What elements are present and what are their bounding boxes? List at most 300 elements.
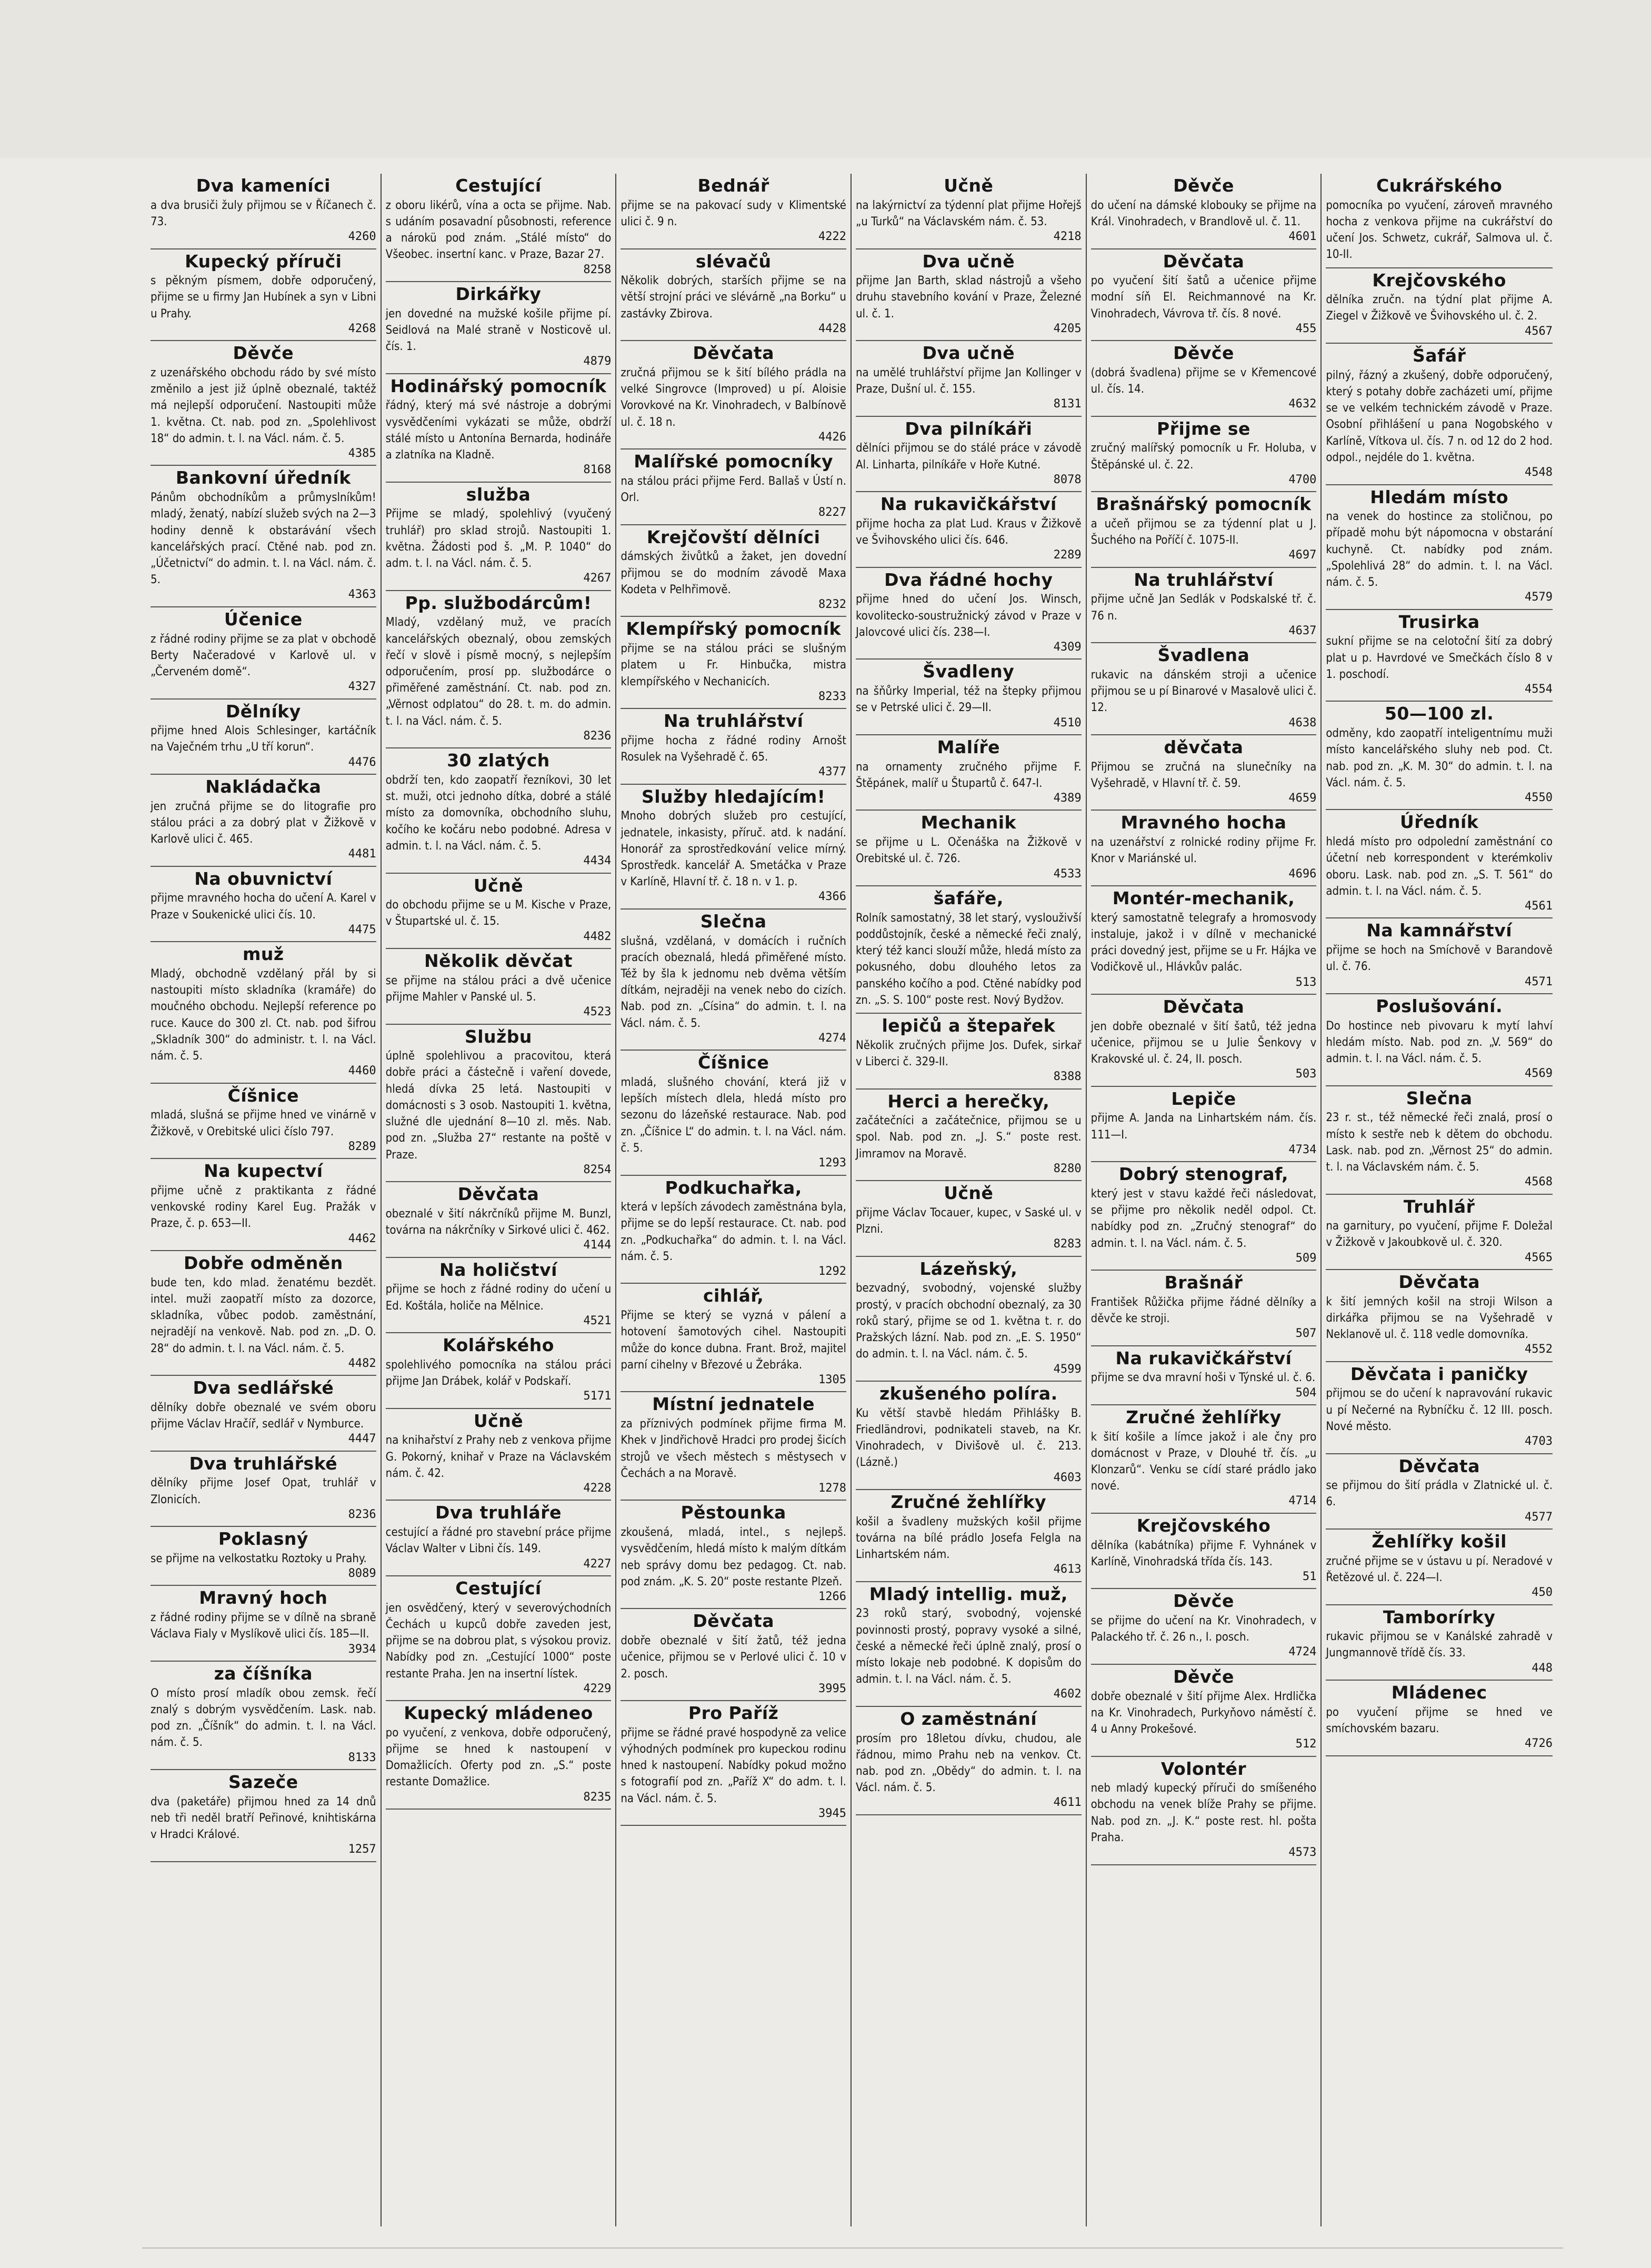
ad-heading: Kupecký mládeneo (404, 1703, 593, 1724)
ad-code: 4228 (583, 1482, 612, 1495)
classified-ad (386, 748, 612, 873)
classified-ad (621, 1176, 846, 1284)
ad-heading: Na rukavičkářství (880, 494, 1057, 515)
ad-code: 8133 (348, 1751, 376, 1764)
ad-heading: Dva pilníkáři (905, 418, 1033, 439)
ad-heading: O zaměstnání (900, 1708, 1037, 1729)
ad-text: slušná, vzdělaná, v domácích i ručních pracích obeznalá, hledá přiměřené místo. Též by šla k jednomu neb dvěma větším dítkám, nejraději na venek nebo do cizích. Nab. pod zn. „Císina“ do admin. t. l. na Václ. nám. č. 5. (621, 934, 846, 1030)
ad-text: přijme mravného hocha do učení A. Karel v Praze v Soukenické ulici čís. 10. (151, 892, 376, 922)
ad-code: 4571 (1525, 975, 1553, 988)
classified-ad (621, 525, 846, 617)
ad-heading: Učně (473, 875, 524, 896)
ad-column (146, 174, 382, 2226)
ad-text: dělníka zručn. na týdní plat přijme A. Ziegel v Žižkově ve Švihovského ul. č. 2. (1326, 293, 1553, 323)
ad-code: 4309 (1053, 641, 1082, 654)
ad-text: na garnitury, po vyučení, přijme F. Doležal v Žižkově v Jakoubkově ul. č. 320. (1326, 1220, 1553, 1250)
ad-text: O místo prosí mladík obou zemsk. řečí znalý s dobrým vysvědčením. Lask. nab. pod zn. „Číšník“ do admin. t. l. na Václ. nám. č. 5. (151, 1686, 376, 1750)
ad-text: dělníci přijmou se do stálé práce v závodě Al. Linharta, pilníkáře v Hoře Kutné. (855, 442, 1082, 472)
ad-code: 4550 (1525, 791, 1553, 805)
ad-heading: Trusirka (1398, 611, 1480, 632)
classified-ad (856, 492, 1082, 568)
classified-ad (856, 660, 1082, 735)
ad-text: Rolník samostatný, 38 let starý, vyslouživší poddůstojník, české a německé řeči znalý, který též kanci slouží může, hledá místo za pokusného, dobu dlouhého letos za panského kočího a pod. Ctěné nabídky pod zn. „S. S. 100“ poste rest. Nový Bydžov. (855, 911, 1082, 1007)
ad-text: za příznivých podmínek přijme firma M. Khek v Jindřichově Hradci pro prodej šicích strojů ve všech městech s městysech v Čechách a na Moravě. (621, 1417, 846, 1480)
ad-text: na umělé truhlářství přijme Jan Kollinger v Praze, Dušní ul. č. 155. (855, 366, 1082, 396)
classified-ad (386, 1025, 612, 1183)
ad-text: k šití košile a límce jakož i ale čny pro domácnost v Praze, v Dlouhé tř. čís. „u Klonzarů“. Venku se cídí staré prádlo jako nové. (1090, 1430, 1317, 1493)
ad-heading: Brašnářský pomocník (1096, 494, 1312, 515)
classified-ad (386, 1333, 612, 1409)
classified-ad (1326, 174, 1553, 268)
classified-ad (1091, 886, 1317, 995)
ad-code: 4637 (1288, 624, 1317, 637)
ad-text: odměny, kdo zaopatří inteligentnímu muži místo kancelářského sluhy neb pod. Ct. nab. pod zn. „K. M. 30“ do admin. t. l. na Václ. nám. č. 5. (1326, 727, 1553, 790)
ad-heading: Dělníky (225, 701, 301, 722)
ad-column (852, 174, 1087, 2226)
ad-code: 4510 (1053, 716, 1082, 730)
classified-ad (151, 1662, 376, 1770)
classified-ad (856, 1490, 1082, 1582)
ad-heading: Služby hledajícím! (641, 786, 826, 807)
classified-ad (1091, 1346, 1317, 1405)
classified-ad (1091, 1405, 1317, 1514)
classified-ad (151, 249, 376, 342)
classified-ad (856, 1382, 1082, 1490)
classified-ad (856, 1014, 1082, 1090)
ad-text: Do hostince neb pivovaru k mytí lahví hledám místo. Nab. pod zn. „V. 569“ do admin. t. l. na Václ. nám. č. 5. (1326, 1019, 1553, 1065)
ad-heading: Na truhlářství (663, 711, 804, 732)
ad-code: 4613 (1053, 1563, 1082, 1576)
ad-code: 2289 (1053, 548, 1082, 562)
ad-text: do obchodu přijme se u M. Kische v Praze, v Štupartské ul. č. 15. (385, 898, 612, 928)
classified-ad (1326, 1362, 1553, 1454)
ad-code: 8232 (818, 598, 846, 612)
ad-heading: Učně (944, 1183, 994, 1204)
ad-text: mladá, slušná se přijme hned ve vinárně v Žižkově, v Orebitské ulici číslo 797. (151, 1108, 376, 1138)
ad-heading: Děvče (1173, 175, 1234, 196)
ad-heading: Dva kameníci (196, 175, 331, 196)
classified-ad (621, 1051, 846, 1175)
ad-text: a učeň přijmou se za týdenní plat u J. Šuchého na Poříčí č. 1075-II. (1090, 517, 1317, 547)
classified-ad (1091, 417, 1317, 493)
classified-ad (1091, 995, 1317, 1087)
ad-heading: Dva truhláře (435, 1502, 562, 1523)
ad-text: z oboru likérů, vína a octa se přijme. Nab. s udáním posavadní působnosti, reference a nárokü pod znám. „Stálé místo“ do Všeobec. insertní kanc. v Praze, Bazar 27. (385, 198, 612, 262)
ad-code: 4274 (818, 1031, 846, 1045)
ad-code: 1293 (818, 1156, 846, 1170)
classified-ad (386, 1501, 612, 1576)
ad-text: která v lepších závodech zaměstnána byla, přijme se do lepší restaurace. Ct. nab. pod zn. „Podkuchařka“ do admin. t. l. na Václ. nám. č. 5. (621, 1201, 846, 1263)
classified-ad (1326, 1681, 1553, 1756)
ad-text: přijme se řádné pravé hospodyně za velice výhodných podmínek pro kupeckou rodinu hned k nastoupení. Nabídky pokud možno s fotografií pod zn. „Paříž X“ do adm. t. l. na Václ. nám. č. 5. (621, 1726, 846, 1805)
ad-code: 4569 (1525, 1067, 1553, 1081)
ad-code: 4533 (1053, 867, 1082, 881)
ad-heading: Na rukavičkářství (1115, 1347, 1292, 1368)
ad-text: přijme Václav Tocauer, kupec, v Saské ul. v Plzni. (855, 1206, 1082, 1236)
classified-ad (1326, 810, 1553, 918)
classified-ad (621, 709, 846, 785)
ad-heading: Tamborírky (1383, 1606, 1496, 1627)
ad-text: jen osvědčený, který v severovýchodních Čechách u kupců dobře zaveden jest, přijme se na dobrou plat, s výsokou proviz. Nabídky pod zn. „Cestující 1000“ poste restante Praha. Jen na insertní lístek. (385, 1601, 612, 1681)
ad-code: 4734 (1288, 1143, 1317, 1156)
ad-text: Několik dobrých, starších přijme se na větší strojní práci ve slévárně „na Borku“ u zastávky Zbirova. (621, 274, 846, 321)
classified-ad (386, 591, 612, 749)
ad-code: 4366 (818, 890, 846, 904)
classified-ad (856, 735, 1082, 811)
classified-ad (621, 1284, 846, 1392)
ad-code: 4879 (583, 355, 612, 368)
ad-heading: Děvčata (1398, 1272, 1480, 1293)
ad-text: přijme hocha za plat Lud. Kraus v Žižkově ve Švihovského ulici čís. 646. (855, 517, 1082, 547)
ad-code: 4659 (1288, 792, 1317, 805)
ad-text: z řádné rodiny přijme se v dílně na sbraně Václava Fialy v Myslíkově ulici čís. 185—II. (151, 1611, 376, 1641)
ad-heading: Přijme se (1157, 418, 1250, 439)
ad-code: 4389 (1053, 792, 1082, 805)
ad-code: 4726 (1525, 1737, 1553, 1751)
ad-text: na stálou práci přijme Ferd. Ballaš v Ústí n. Orl. (621, 474, 846, 505)
ad-heading: Zručné žehlířky (890, 1491, 1047, 1512)
ad-text: spolehlivého pomocníka na stálou práci přijme Jan Drábek, kolář v Podskaří. (385, 1358, 612, 1388)
ad-heading: Děvčata (457, 1184, 539, 1205)
classified-ad (1326, 918, 1553, 994)
ad-text: po vyučení přijme se hned ve smíchovském bazaru. (1326, 1705, 1553, 1735)
ad-code: 8280 (1053, 1162, 1082, 1175)
ad-text: který jest v stavu každé řeči následovat, se přijme pro několik neděl odpol. Ct. nabídky pod zn. „Zručný stenograf“ do admin. t. l. na Václ. nám. č. 5. (1090, 1187, 1317, 1250)
ad-heading: Poslušování. (1376, 995, 1503, 1016)
ad-heading: Švadlena (1157, 645, 1250, 666)
ad-heading: Učně (473, 1410, 524, 1431)
ad-code: 8168 (583, 463, 612, 477)
classified-ad (1326, 485, 1553, 610)
ad-text: řádný, který má své nástroje a dobrými vysvědčeními vykázati se může, obdrží stálé místo u Antonína Bernarda, hodináře a zlatníka na Kladně. (385, 399, 612, 462)
ad-heading: Podkuchařka, (665, 1177, 802, 1198)
ad-text: se přijme do učení na Kr. Vinohradech, v Palackého tř. č. 26 n., I. posch. (1090, 1614, 1317, 1644)
ad-heading: 30 zlatých (447, 750, 550, 771)
ad-code: 4260 (348, 230, 376, 244)
ad-heading: Dobře odměněn (183, 1253, 343, 1274)
ad-text: přijme hned do učení Jos. Winsch, kovolitecko-soustružnický závod v Praze v Jalovcové ulici čís. 238—I. (855, 593, 1082, 639)
ad-text: na ornamenty zručného přijme F. Štěpánek, malíř u Štupartů č. 647-I. (855, 760, 1082, 790)
classified-ad (856, 1181, 1082, 1257)
ad-text: neb mladý kupecký příruči do smíšeného obchodu na venek blíže Prahy se přijme. Nab. pod zn. „J. K.“ poste rest. hl. pošta Praha. (1090, 1782, 1317, 1844)
ad-text: František Růžička přijme řádné dělníky a děvče ke stroji. (1090, 1295, 1317, 1326)
classified-ad (621, 1392, 846, 1501)
classified-ad (1326, 1530, 1553, 1605)
classified-ad (151, 1452, 376, 1527)
ad-heading: Malíře (937, 736, 1000, 757)
classified-ad (621, 1701, 846, 1826)
ad-text: zručný malířský pomocník u Fr. Holuba, v Štěpánské ul. č. 22. (1090, 442, 1317, 472)
ad-column (1087, 174, 1322, 2226)
classified-ad (621, 910, 846, 1051)
classified-ad (386, 282, 612, 374)
ad-heading: Slečna (700, 911, 767, 932)
ad-text: Mladý, obchodně vzdělaný přál by si nastoupiti místo skladníka (kramáře) do moučného obchodu. Nejlepší reference po ruce. Kauce do 300 zl. Ct. nab. pod šifrou „Skladník 300“ do administr. t. l. na Václ. nám. č. 5. (151, 967, 376, 1063)
ad-text: přijme A. Janda na Linhartském nám. čís. 111—I. (1090, 1112, 1317, 1142)
ad-code: 4568 (1525, 1175, 1553, 1189)
ad-text: na šňůrky Imperial, též na štepky přijmou se v Petrské ulici č. 29—II. (855, 685, 1082, 715)
classified-ad (621, 1609, 846, 1701)
ad-code: 1292 (818, 1265, 846, 1278)
ad-code: 4602 (1053, 1687, 1082, 1701)
ad-text: na lakýrnictví za týdenní plat přijme Hořejš „u Turků“ na Václavském nám. č. 53. (855, 198, 1082, 228)
ad-text: přijme učně z praktikanta z řádné venkovské rodiny Karel Eug. Pražák v Praze, č. p. 653—II. (151, 1184, 376, 1231)
classified-ad (151, 341, 376, 466)
ad-text: zručná přijmou se k šití bílého prádla na velké Singrovce (Improved) u pí. Aloisie Vorovkové na Kr. Vinohradech, v Balbínově ul. č. 18 n. (621, 366, 846, 429)
ad-code: 4724 (1288, 1645, 1317, 1659)
classified-ad (1091, 735, 1317, 811)
classified-ad (856, 174, 1082, 249)
ad-heading: Mládenec (1391, 1682, 1487, 1703)
ad-code: 3995 (818, 1682, 846, 1695)
classified-ads-page (146, 174, 1557, 2226)
ad-text: úplně spolehlivou a pracovitou, která dobře práci a částečně i vaření dovede, hledá dívka 25 letá. Nastoupiti v domácnosti s 3 osob. Nastoupiti 1. května, služné dle ujednání 8—10 zl. měs. Nab. pod zn. „Služba 27“ restante na poště v Praze. (385, 1050, 612, 1162)
ad-text: po vyučení, z venkova, dobře odporučený, přijme se hned k nastoupení v Domažlicích. Oferty pod zn. „S.“ poste restante Domažlice. (385, 1726, 612, 1789)
ad-code: 4521 (583, 1314, 612, 1327)
ad-heading: Děvčata (1398, 1455, 1480, 1476)
ad-code: 4700 (1288, 473, 1317, 486)
ad-code: 4218 (1053, 230, 1082, 244)
ad-text: přijme se dva mravní hoši v Týnské ul. č. 6. (1090, 1371, 1316, 1385)
ad-column (1322, 174, 1557, 2226)
ad-text: se přijme na velkostatku Roztoky u Prahy. (151, 1552, 367, 1565)
classified-ad (856, 811, 1082, 886)
ad-code: 4554 (1525, 683, 1553, 696)
ad-text: přijme se hoch z řádné rodiny do učení u Ed. Koštála, holiče na Mělnice. (385, 1283, 612, 1313)
classified-ad (151, 1586, 376, 1662)
ad-code: 448 (1532, 1661, 1553, 1675)
ad-heading: Děvčata (693, 1611, 774, 1632)
ad-heading: Děvče (233, 343, 294, 364)
ad-heading: Děvče (1173, 343, 1234, 364)
classified-ad (621, 785, 846, 910)
ad-heading: 50—100 zl. (1384, 703, 1494, 724)
ad-code: 4632 (1288, 397, 1317, 411)
classified-ad (856, 886, 1082, 1014)
ad-text: 23 r. st., též německé řeči znalá, prosí o místo k sestře neb k dětem do obchodu. Lask. nab. pod zn. „Věrnost 25“ do admin. t. l. na Václavském nám. č. 5. (1326, 1111, 1553, 1174)
ad-code: 3945 (818, 1806, 846, 1820)
classified-ad (856, 1090, 1082, 1182)
ad-text: cestující a řádné pro stavební práce přijme Václav Walter v Libni čís. 149. (385, 1526, 612, 1556)
classified-ad (1091, 1665, 1317, 1757)
ad-code: 4475 (348, 923, 376, 936)
ad-code: 4638 (1288, 716, 1317, 730)
ad-code: 8078 (1053, 473, 1082, 486)
ad-heading: Učně (944, 175, 994, 196)
ad-code: 4428 (818, 322, 846, 335)
ad-code: 4579 (1525, 591, 1553, 604)
ad-code: 509 (1295, 1251, 1317, 1265)
ad-heading: Lázeňský, (919, 1258, 1018, 1279)
ad-heading: Dva učně (922, 343, 1015, 364)
ad-heading: Kolářského (443, 1335, 554, 1356)
ad-code: 4697 (1288, 548, 1317, 562)
classified-ad (1326, 1195, 1553, 1271)
classified-ad (856, 417, 1082, 493)
ad-heading: Bednář (697, 175, 769, 196)
classified-ad (856, 341, 1082, 417)
ad-code: 4573 (1288, 1846, 1317, 1860)
classified-ad (151, 775, 376, 867)
ad-code: 504 (1295, 1386, 1317, 1400)
classified-ad (621, 617, 846, 709)
ad-code: 1305 (818, 1373, 846, 1387)
ad-code: 4144 (583, 1238, 612, 1252)
ad-heading: Brašnář (1164, 1272, 1243, 1293)
ad-heading: Děvčata (693, 343, 774, 364)
ad-heading: Děvče (1173, 1591, 1234, 1612)
ad-code: 4552 (1525, 1343, 1553, 1356)
ad-code: 4377 (818, 765, 846, 779)
classified-ad (151, 1376, 376, 1452)
ad-code: 8254 (583, 1163, 612, 1176)
ad-code: 8233 (818, 690, 846, 703)
ad-heading: muž (243, 944, 284, 965)
classified-ad (621, 249, 846, 342)
classified-ad (1091, 1271, 1317, 1346)
ad-heading: Nakládačka (205, 776, 322, 797)
ad-heading: děvčata (1164, 736, 1244, 757)
ad-heading: šafáře, (933, 887, 1004, 908)
classified-ad (621, 341, 846, 449)
ad-heading: lepičů a štepařek (882, 1015, 1056, 1036)
ad-code: 8236 (583, 729, 612, 743)
ad-heading: slévačů (695, 251, 772, 272)
classified-ad (621, 1501, 846, 1609)
classified-ad (1091, 249, 1317, 342)
ad-code: 4611 (1053, 1796, 1082, 1810)
ad-heading: Děvčata (1163, 996, 1245, 1017)
classified-ad (1326, 1086, 1553, 1195)
classified-ad (151, 1159, 376, 1251)
ad-heading: Slečna (1406, 1087, 1473, 1108)
ad-code: 4603 (1053, 1471, 1082, 1484)
classified-ad (856, 1582, 1082, 1707)
ad-code: 3934 (348, 1642, 376, 1656)
classified-ad (1326, 1605, 1553, 1681)
ad-text: Přijme se mladý, spolehlivý (vyučený truhlář) pro sklad strojů. Nastoupiti 1. května. Žádosti pod š. „M. P. 1040“ do adm. t. l. na Václ. nám. č. 5. (385, 507, 612, 571)
ad-heading: Malířské pomocníky (634, 451, 834, 472)
ad-heading: Dva řádné hochy (884, 569, 1053, 590)
classified-ad (386, 1182, 612, 1258)
ad-text: zručné přijme se v ústavu u pí. Neradové v Řetězové ul. č. 224—I. (1326, 1554, 1553, 1584)
ad-code: 1266 (818, 1590, 846, 1603)
ad-heading: Mravný hoch (199, 1587, 328, 1608)
ad-code: 4205 (1053, 322, 1082, 335)
ad-heading: Sazeče (228, 1771, 298, 1792)
classified-ad (386, 1576, 612, 1701)
ad-text: sukní přijme se na celotoční šití za dobrý plat u p. Havrdové ve Smečkách číslo 8 v 1. poschodí. (1326, 635, 1553, 681)
classified-ad (386, 1258, 612, 1334)
ad-code: 8089 (348, 1567, 376, 1581)
ad-code: 4267 (583, 572, 612, 585)
ad-code: 8131 (1053, 397, 1082, 411)
ad-text: přijmou se do učení k napravování rukavic u pí Nečerné na Rybníčku č. 12 III. posch. Nové město. (1326, 1387, 1553, 1433)
ad-text: pomocníka po vyučení, zároveň mravného hocha z venkova přijme na cukrářství do učení Jos. Schwetz, cukrář, Salmova ul. č. 10-II. (1326, 198, 1553, 262)
ad-code: 8289 (348, 1140, 376, 1153)
ad-text: dobře obeznalé v šití přijme Alex. Hrdlička na Kr. Vinohradech, Purkyňovo náměstí č. 4 u Anny Prokešové. (1090, 1690, 1317, 1736)
ad-heading: Dobrý stenograf, (1118, 1164, 1289, 1185)
ad-text: na venek do hostince za stoličnou, po případě mohu být nápomocna v obstarání kuchyně. Ct. nabídky pod znám. „Spolehlivá 28“ do admin. t. l. na Václ. nám. č. 5. (1326, 510, 1553, 590)
ad-heading: Poklasný (218, 1528, 308, 1550)
classified-ad (151, 1770, 376, 1862)
ad-heading: Děvčata i paničky (1350, 1363, 1528, 1384)
ad-text: který samostatně telegrafy a hromosvody instaluje, jakož i v dílně v mechanické práci dovedný jest, přijme se u Fr. Hájka ve Vodičkově ul., Hlávkův palác. (1090, 911, 1317, 974)
ad-text: přijme Jan Barth, sklad nástrojů a všeho druhu stavebního kování v Praze, Železné ul. č. 1. (855, 274, 1082, 321)
ad-text: dělníky dobře obeznalé ve svém oboru přijme Václav Hračíř, sedlář v Nymburce. (151, 1401, 376, 1431)
ad-heading: Na kupectví (204, 1161, 323, 1182)
ad-text: Přijme se který se vyzná v pálení a hotovení šamotových cihel. Nastoupiti může do konce dubna. Frant. Brož, majitel parní cihelny v Březové u Žebráka. (621, 1309, 846, 1372)
ad-heading: Několik děvčat (424, 951, 573, 972)
classified-ad (1091, 568, 1317, 644)
ad-code: 512 (1295, 1737, 1317, 1751)
ad-code: 4229 (583, 1682, 612, 1695)
ad-code: 8236 (348, 1507, 376, 1521)
ad-text: s pěkným písmem, dobře odporučený, přijme se u firmy Jan Hubínek a syn v Libni u Prahy. (151, 274, 376, 321)
ad-heading: Montér-mechanik, (1112, 887, 1295, 908)
ad-code: 450 (1532, 1586, 1553, 1600)
ad-text: Mnoho dobrých služeb pro cestující, jednatele, inkasisty, příruč. atd. k nadání. Honorář za sprostředkování velice mírný. Sprostředk. kancelář A. Smetáčka v Praze v Karlíně, Hlavní tř. č. 18 n. v 1. p. (621, 810, 846, 889)
classified-ad (151, 1527, 376, 1586)
ad-text: z uzenářského obchodu rádo by své místo změnilo a jest již úplně obeznalé, taktéž má nejlepší odporučení. Nastoupiti může 1. května. Ct. nab. pod zn. „Spolehlivost 18“ do admin. t. l. na Václ. nám. č. 5. (151, 366, 376, 445)
ad-text: bezvadný, svobodný, vojenské služby prostý, v pracích obchodní obeznalý, za 30 roků starý, přijme se od 1. května t. r. do Pražských lázní. Nab. pod zn. „E. S. 1950“ do admin. t. l. na Václ. nám. č. 5. (855, 1282, 1082, 1361)
classified-ad (1326, 344, 1553, 485)
ad-heading: Cestující (455, 1577, 542, 1598)
ad-text: k šití jemných košil na stroji Wilson a dirkářka přijmou se na Vyšehradě v Neklanově ul. č. 118 vedle domovníka. (1326, 1295, 1553, 1342)
ad-heading: Mravného hocha (1120, 812, 1287, 833)
ad-column (616, 174, 852, 2226)
ad-heading: Dva sedlářské (193, 1377, 334, 1398)
ad-text: Přijmou se zručná na slunečníky na Vyšehradě, v Hlavní tř. č. 59. (1090, 760, 1317, 790)
ad-code: 4476 (348, 755, 376, 769)
ad-heading: Zručné žehlířky (1126, 1406, 1282, 1427)
classified-ad (856, 249, 1082, 342)
ad-code: 4577 (1525, 1510, 1553, 1524)
classified-ad (151, 1084, 376, 1160)
classified-ad (386, 949, 612, 1025)
ad-code: 8235 (583, 1790, 612, 1804)
classified-ad (1326, 1454, 1553, 1530)
ad-heading: Mechanik (920, 812, 1016, 833)
ad-heading: cihlář, (703, 1285, 764, 1306)
classified-ad (1326, 268, 1553, 344)
ad-code: 4601 (1288, 230, 1317, 244)
ad-code: 513 (1295, 975, 1317, 989)
classified-ad (151, 174, 376, 249)
classified-ad (1091, 1757, 1317, 1865)
ad-heading: Úředník (1399, 812, 1479, 833)
ad-heading: Dirkářky (455, 283, 542, 304)
classified-ad (1326, 1270, 1553, 1362)
classified-ad (151, 466, 376, 607)
ad-heading: Kupecký příruči (185, 251, 342, 272)
classified-ad (151, 607, 376, 700)
classified-ad (386, 1409, 612, 1501)
ad-text: přijme hocha z řádné rodiny Arnošt Rosulek na Vyšehradě č. 65. (621, 734, 846, 764)
classified-ad (856, 1707, 1082, 1815)
ad-code: 4714 (1288, 1494, 1317, 1508)
ad-code: 4567 (1525, 324, 1553, 338)
ad-code: 4268 (348, 322, 376, 335)
ad-heading: Krejčovského (1372, 269, 1506, 291)
ad-code: 4462 (348, 1232, 376, 1245)
ad-heading: Dva truhlářské (189, 1453, 338, 1474)
ad-text: mladá, slušného chování, která již v lepších místech dlela, hledá místo pro sezonu do lázeňské restaurace. Nab. pod zn. „Číšnice L“ do admin. t. l. na Václ. nám. č. 5. (621, 1075, 846, 1155)
classified-ad (621, 449, 846, 525)
classified-ad (856, 568, 1082, 660)
ad-heading: Cukrářského (1376, 175, 1503, 196)
ad-text: přijme hned Alois Schlesinger, kartáčník na Vaječném trhu „U tří korun“. (151, 724, 376, 754)
